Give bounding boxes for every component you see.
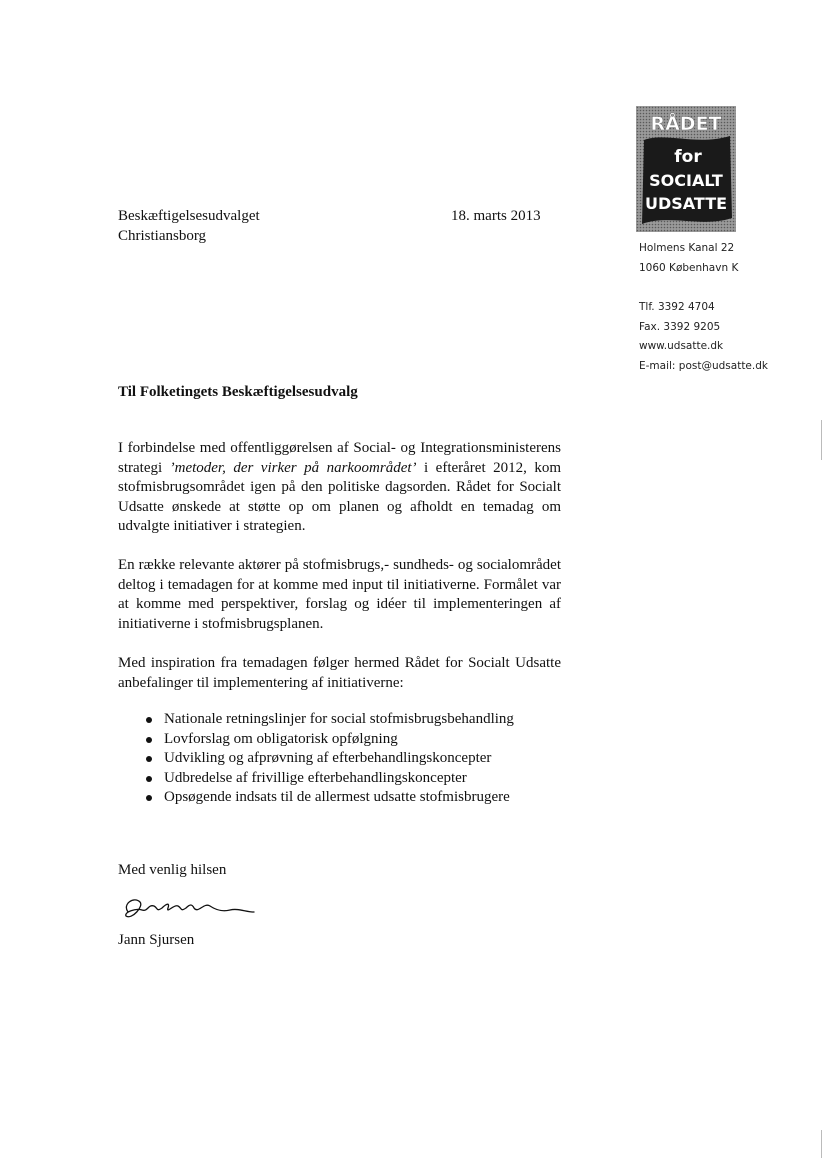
- list-item: [118, 730, 514, 750]
- list-item-text: Udvikling og afprøvning af efterbehandlingskoncepter: [164, 750, 492, 767]
- list-item: [118, 710, 514, 730]
- logo-text-line3: SOCIALT: [649, 171, 723, 190]
- logo-text-line1: RÅDET: [650, 113, 722, 135]
- paragraph-intro-part1: I forbindelse med offentliggørelsen af Social- og Integrationsministerens strategi: [118, 440, 561, 476]
- paragraph-intro: [118, 439, 561, 537]
- bullet-icon: [146, 737, 152, 743]
- bullet-icon: [146, 756, 152, 762]
- list-item: [118, 788, 514, 808]
- paragraph-recommendations-intro: Med inspiration fra temadagen følger hermed Rådet for Socialt Udsatte anbefalinger til implementering af initiativerne:: [118, 655, 561, 691]
- handwritten-signature: [118, 890, 258, 930]
- scan-edge-mark: [821, 1130, 822, 1158]
- phone-number: Tlf. 3392 4704: [639, 301, 715, 313]
- bullet-icon: [146, 717, 152, 723]
- letter-date: 18. marts 2013: [451, 208, 541, 224]
- signer-name: Jann Sjursen: [118, 932, 195, 948]
- closing-salutation: Med venlig hilsen: [118, 862, 227, 878]
- recipient-block: [118, 206, 260, 246]
- list-item-text: Lovforslag om obligatorisk opfølgning: [164, 730, 398, 747]
- website-link[interactable]: www.udsatte.dk: [639, 340, 724, 353]
- organization-logo: [636, 106, 736, 232]
- list-item-text: Udbredelse af frivillige efterbehandlingskoncepter: [164, 769, 467, 786]
- letter-heading: Til Folketingets Beskæftigelsesudvalg: [118, 384, 358, 400]
- list-item-text: Opsøgende indsats til de allermest udsatte stofmisbrugere: [164, 789, 510, 806]
- logo-text-line2: for: [674, 147, 702, 167]
- scan-edge-mark: [821, 420, 822, 460]
- bullet-icon: [146, 776, 152, 782]
- list-item: [118, 749, 514, 769]
- email-link[interactable]: E-mail: post@udsatte.dk: [639, 360, 768, 373]
- strategy-title: ’metoder, der virker på narkoområdet’: [169, 459, 417, 476]
- recipient-location: Christiansborg: [118, 228, 207, 244]
- bullet-icon: [146, 795, 152, 801]
- list-item: [118, 769, 514, 789]
- logo-text-line4: UDSATTE: [644, 194, 728, 213]
- address-street: Holmens Kanal 22: [639, 242, 735, 254]
- list-item-text: Nationale retningslinjer for social stofmisbrugsbehandling: [164, 711, 514, 727]
- fax-number: Fax. 3392 9205: [639, 320, 721, 333]
- recommendations-list: [118, 710, 514, 808]
- paragraph-participants: En række relevante aktører på stofmisbrugs,- sundheds- og socialområdet deltog i temadagen for at komme med input til initiativerne. Formålet var at komme med perspektiver, forslag og idéer til implementeringen af initiativerne i stofmisbrugsplanen.: [118, 557, 561, 632]
- paragraph-intro-part2: i efteråret 2012, kom stofmisbrugsområdet igen på den politiske dagsorden. Rådet for Socialt Udsatte ønskede at støtte op om planen og afholdt en temadag om udvalgte initiativer i strategien.: [118, 459, 561, 535]
- address-city: 1060 København K: [639, 261, 739, 274]
- contact-block: [639, 239, 768, 377]
- recipient-name: Beskæftigelsesudvalget: [118, 208, 260, 224]
